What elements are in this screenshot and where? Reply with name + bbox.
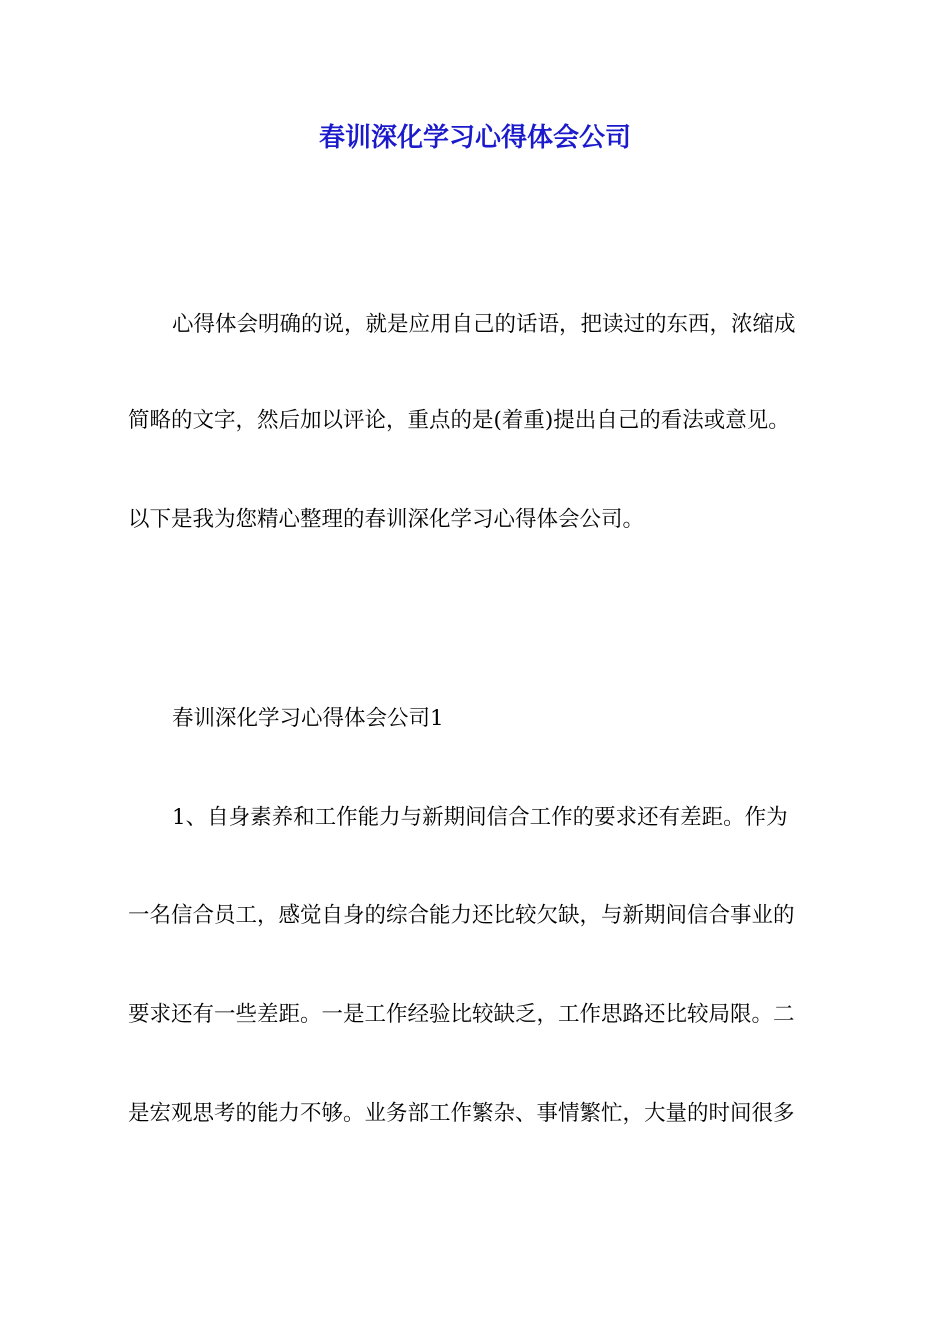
intro-line-3: 以下是我为您精心整理的春训深化学习心得体会公司。 bbox=[128, 507, 645, 532]
document-title: 春训深化学习心得体会公司 bbox=[318, 123, 631, 153]
intro-line-2: 简略的文字，然后加以评论，重点的是(着重)提出自己的看法或意见。 bbox=[128, 408, 790, 433]
section-line-3: 要求还有一些差距。一是工作经验比较缺乏，工作思路还比较局限。二 bbox=[128, 1002, 795, 1027]
section-line-2: 一名信合员工，感觉自身的综合能力还比较欠缺，与新期间信合事业的 bbox=[128, 903, 795, 928]
section-line-4: 是宏观思考的能力不够。业务部工作繁杂、事情繁忙，大量的时间很多 bbox=[128, 1101, 795, 1126]
intro-line-1: 心得体会明确的说，就是应用自己的话语，把读过的东西，浓缩成 bbox=[172, 312, 796, 337]
section-line-1: 1、自身素养和工作能力与新期间信合工作的要求还有差距。作为 bbox=[172, 805, 788, 830]
section-heading: 春训深化学习心得体会公司1 bbox=[172, 706, 444, 731]
